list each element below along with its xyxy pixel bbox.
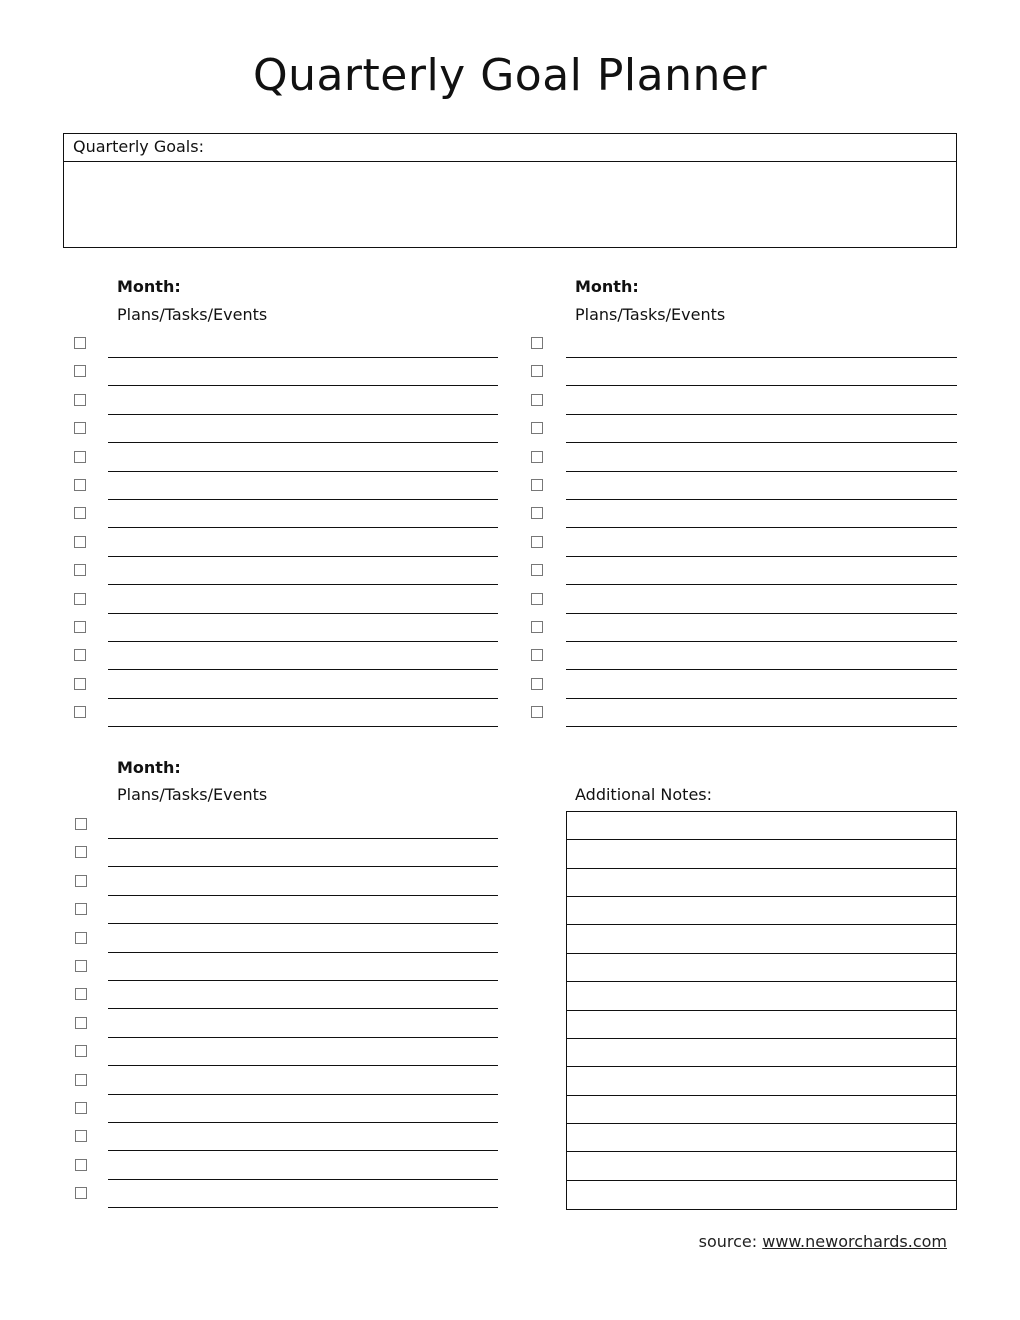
notes-line-input[interactable] <box>567 1096 956 1124</box>
notes-line-input[interactable] <box>567 1152 956 1180</box>
task-checkbox[interactable] <box>531 337 543 349</box>
quarterly-goals-field[interactable] <box>64 162 956 246</box>
task-line-input[interactable] <box>108 669 498 670</box>
task-line-input[interactable] <box>108 1037 498 1038</box>
task-checkbox[interactable] <box>75 1159 87 1171</box>
task-line-input[interactable] <box>108 923 498 924</box>
task-line-input[interactable] <box>108 1150 498 1151</box>
task-checkbox[interactable] <box>75 932 87 944</box>
task-line-input[interactable] <box>108 952 498 953</box>
task-checkbox[interactable] <box>74 564 86 576</box>
task-checkbox[interactable] <box>74 394 86 406</box>
quarterly-goals-label: Quarterly Goals: <box>64 134 956 162</box>
task-checkbox[interactable] <box>531 479 543 491</box>
quarterly-goals-box[interactable] <box>63 133 957 248</box>
task-checkbox[interactable] <box>531 507 543 519</box>
task-checkbox[interactable] <box>74 649 86 661</box>
task-checkbox[interactable] <box>531 706 543 718</box>
task-line-input[interactable] <box>108 838 498 839</box>
task-checkbox[interactable] <box>75 1130 87 1142</box>
task-checkbox[interactable] <box>75 988 87 1000</box>
task-line-input[interactable] <box>108 1094 498 1095</box>
task-line-input[interactable] <box>108 442 498 443</box>
task-checkbox[interactable] <box>75 818 87 830</box>
task-line-input[interactable] <box>108 1008 498 1009</box>
task-line-input[interactable] <box>108 385 498 386</box>
month-2-label: Month: <box>575 277 639 296</box>
task-checkbox[interactable] <box>74 593 86 605</box>
task-line-input[interactable] <box>108 1179 498 1180</box>
task-line-input[interactable] <box>566 669 957 670</box>
task-line-input[interactable] <box>108 471 498 472</box>
notes-line-input[interactable] <box>567 840 956 868</box>
task-checkbox[interactable] <box>75 846 87 858</box>
task-checkbox[interactable] <box>74 337 86 349</box>
task-checkbox[interactable] <box>531 649 543 661</box>
task-checkbox[interactable] <box>531 564 543 576</box>
month-3-sublabel: Plans/Tasks/Events <box>117 785 268 804</box>
task-line-input[interactable] <box>566 499 957 500</box>
task-checkbox[interactable] <box>531 422 543 434</box>
task-checkbox[interactable] <box>75 875 87 887</box>
source-link[interactable]: www.neworchards.com <box>762 1232 947 1251</box>
notes-line-input[interactable] <box>567 1181 956 1209</box>
month-2-sublabel: Plans/Tasks/Events <box>575 305 726 324</box>
notes-line-input[interactable] <box>567 1124 956 1152</box>
notes-line-input[interactable] <box>567 897 956 925</box>
notes-line-input[interactable] <box>567 812 956 840</box>
task-checkbox[interactable] <box>74 678 86 690</box>
task-line-input[interactable] <box>566 556 957 557</box>
task-line-input[interactable] <box>566 584 957 585</box>
task-checkbox[interactable] <box>74 451 86 463</box>
task-line-input[interactable] <box>566 641 957 642</box>
notes-line-input[interactable] <box>567 1067 956 1095</box>
task-line-input[interactable] <box>108 866 498 867</box>
notes-line-input[interactable] <box>567 869 956 897</box>
task-checkbox[interactable] <box>74 507 86 519</box>
task-checkbox[interactable] <box>75 903 87 915</box>
task-checkbox[interactable] <box>531 365 543 377</box>
task-checkbox[interactable] <box>531 621 543 633</box>
task-line-input[interactable] <box>566 385 957 386</box>
additional-notes-box[interactable] <box>566 811 957 1210</box>
task-line-input[interactable] <box>108 1122 498 1123</box>
task-line-input[interactable] <box>108 613 498 614</box>
task-checkbox[interactable] <box>531 451 543 463</box>
task-checkbox[interactable] <box>531 536 543 548</box>
task-checkbox[interactable] <box>531 678 543 690</box>
month-1-sublabel: Plans/Tasks/Events <box>117 305 268 324</box>
task-line-input[interactable] <box>108 1065 498 1066</box>
task-checkbox[interactable] <box>75 1102 87 1114</box>
task-line-input[interactable] <box>108 698 498 699</box>
task-checkbox[interactable] <box>75 1045 87 1057</box>
notes-line-input[interactable] <box>567 954 956 982</box>
task-checkbox[interactable] <box>74 365 86 377</box>
source-credit <box>699 1232 947 1251</box>
task-line-input[interactable] <box>566 698 957 699</box>
task-line-input[interactable] <box>566 357 957 358</box>
task-line-input[interactable] <box>108 641 498 642</box>
notes-line-input[interactable] <box>567 1011 956 1039</box>
task-checkbox[interactable] <box>74 706 86 718</box>
task-line-input[interactable] <box>108 414 498 415</box>
notes-line-input[interactable] <box>567 1039 956 1067</box>
task-checkbox[interactable] <box>531 394 543 406</box>
additional-notes-label: Additional Notes: <box>575 785 713 804</box>
task-line-input[interactable] <box>108 584 498 585</box>
task-line-input[interactable] <box>108 726 498 727</box>
task-line-input[interactable] <box>566 613 957 614</box>
task-line-input[interactable] <box>108 895 498 896</box>
task-line-input[interactable] <box>566 471 957 472</box>
month-3-label: Month: <box>117 758 181 777</box>
task-line-input[interactable] <box>566 414 957 415</box>
notes-line-input[interactable] <box>567 982 956 1010</box>
task-line-input[interactable] <box>108 556 498 557</box>
page-title: Quarterly Goal Planner <box>252 50 768 101</box>
source-label: source: <box>698 1232 758 1251</box>
task-checkbox[interactable] <box>74 479 86 491</box>
task-line-input[interactable] <box>566 442 957 443</box>
task-line-input[interactable] <box>566 527 957 528</box>
task-line-input[interactable] <box>108 980 498 981</box>
task-line-input[interactable] <box>108 499 498 500</box>
task-checkbox[interactable] <box>74 621 86 633</box>
task-checkbox[interactable] <box>531 593 543 605</box>
task-checkbox[interactable] <box>75 1187 87 1199</box>
notes-line-input[interactable] <box>567 925 956 953</box>
task-checkbox[interactable] <box>75 1074 87 1086</box>
task-line-input[interactable] <box>108 527 498 528</box>
task-checkbox[interactable] <box>75 960 87 972</box>
task-checkbox[interactable] <box>75 1017 87 1029</box>
task-line-input[interactable] <box>108 357 498 358</box>
month-1-label: Month: <box>117 277 181 296</box>
task-line-input[interactable] <box>108 1207 498 1208</box>
task-line-input[interactable] <box>566 726 957 727</box>
task-checkbox[interactable] <box>74 422 86 434</box>
task-checkbox[interactable] <box>74 536 86 548</box>
